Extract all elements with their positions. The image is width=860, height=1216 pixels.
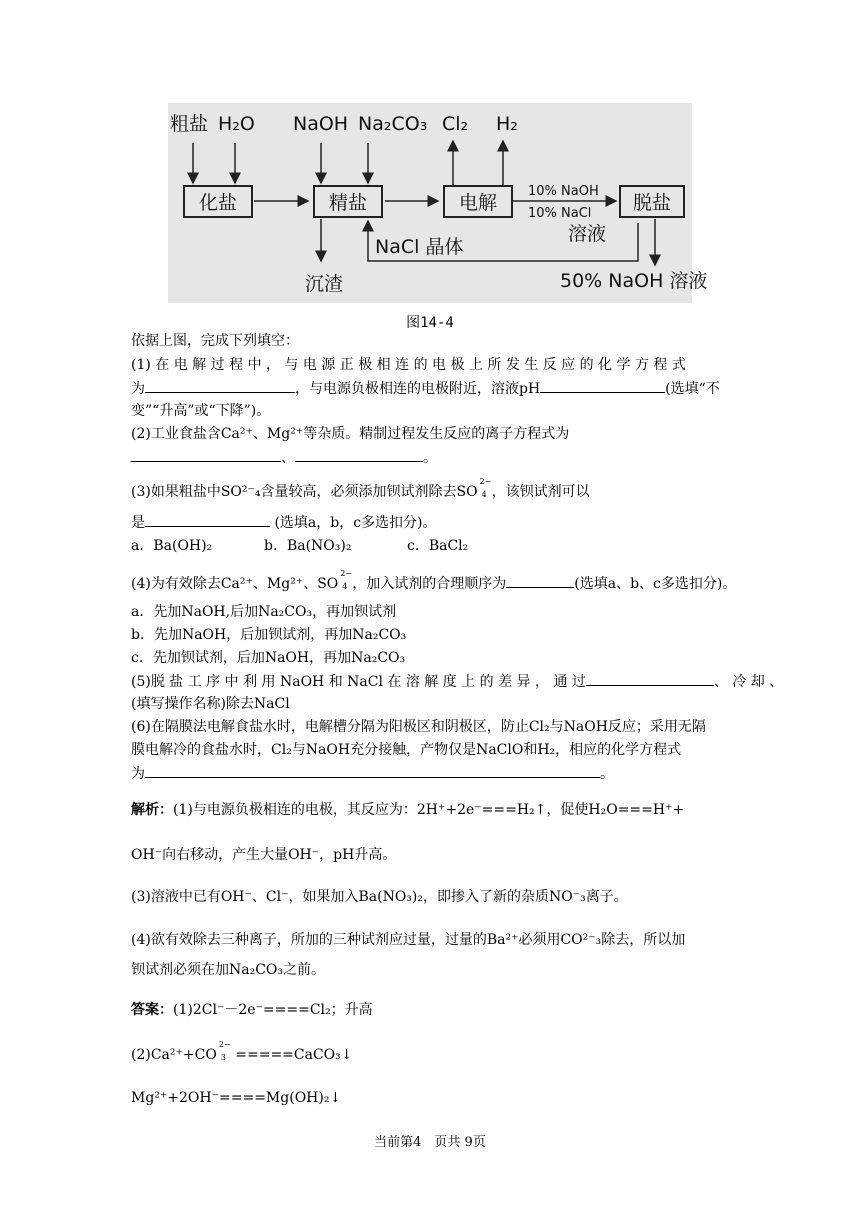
output-cl2: Cl₂	[442, 113, 469, 135]
analysis-label: 解析：	[131, 802, 173, 818]
box-dissolve-salt: 化盐	[183, 185, 253, 218]
q1-line1: (1) 在 电 解 过 程 中 ， 与 电 源 正 极 相 连 的 电 极 上 所 发 生 反 应 的 化 学 方 程 式	[131, 357, 686, 373]
page-footer: 当前第4 页共 9页	[374, 1135, 486, 1150]
analysis-p1	[131, 800, 731, 820]
label-solution: 溶液	[568, 223, 607, 245]
label-nacl-10: 10% NaCl	[528, 206, 592, 221]
label-nacl-crystal: NaCl 晶体	[375, 236, 464, 258]
q5-line1-a: (5)脱 盐 工 序 中 利 用 NaOH 和 NaCl 在 溶 解 度 上 的 差 异 ， 通 过	[131, 674, 586, 690]
q1-blank-equation[interactable]	[145, 378, 295, 393]
box-desalt: 脱盐	[619, 185, 685, 218]
q1-line2-a: 为	[131, 381, 145, 397]
q3-line2-b: (选填a，b，c多选扣分)。	[270, 515, 437, 531]
q2-blank-1[interactable]	[131, 447, 281, 462]
answer-1-text: (1)2Cl⁻－2e⁻====Cl₂；升高	[173, 1002, 373, 1018]
q3-option-a: a．Ba(OH)₂	[131, 538, 213, 554]
q2-line2	[131, 447, 731, 468]
so4-ion-notation	[478, 477, 492, 499]
q4-option-c: c．先加钡试剂，后加NaOH，再加Na₂CO₃	[131, 650, 406, 666]
q6-line3-a: 为	[131, 766, 145, 782]
q5-line2: (填写操作名称)除去NaCl	[131, 696, 290, 712]
q4-option-b: b．先加NaOH，后加钡试剂，再加Na₂CO₃	[131, 627, 407, 643]
answer-2a-start: (2)Ca²⁺+CO	[131, 1047, 217, 1063]
analysis-p4b: 钡试剂必须在加Na₂CO₃之前。	[131, 962, 326, 978]
input-crude-salt: 粗盐	[170, 113, 209, 135]
q2-line1: (2)工业食盐含Ca²⁺、Mg²⁺等杂质。精制过程发生反应的离子方程式为	[131, 426, 570, 442]
co3-ion-notation	[217, 1040, 231, 1062]
co3-charge: 2−	[218, 1040, 231, 1049]
q6-line3-b: 。	[600, 766, 614, 782]
box-electrolysis: 电解	[443, 185, 513, 218]
answer-1	[131, 1000, 731, 1020]
analysis-p3: (3)溶液中已有OH⁻、Cl⁻，如果加入Ba(NO₃)₂，即掺入了新的杂质NO⁻₃离子。	[131, 889, 628, 905]
so4-sub-q4: 4	[342, 582, 348, 591]
analysis-p1b: OH⁻向右移动，产生大量OH⁻，pH升高。	[131, 847, 397, 863]
analysis-p1-text: (1)与电源负极相连的电极，其反应为：2H⁺+2e⁻===H₂↑，促使H₂O===H⁺+	[173, 802, 685, 818]
q3-line1-a: (3)如果粗盐中SO²⁻₄含量较高，必须添加钡试剂除去SO	[131, 484, 478, 500]
q6-line3	[131, 763, 731, 784]
label-product-naoh: 50% NaOH 溶液	[560, 270, 708, 292]
q3-option-c: c．BaCl₂	[407, 538, 469, 554]
so4-sub: 4	[481, 490, 487, 499]
answer-2a-end: =====CaCO₃↓	[230, 1047, 353, 1063]
intro-text: 依据上图，完成下列填空：	[131, 333, 299, 349]
q6-line2: 膜电解冷的食盐水时，Cl₂与NaOH充分接触，产物仅是NaClO和H₂，相应的化学方程式	[131, 742, 682, 758]
q4-line1	[131, 569, 737, 594]
q3-options	[131, 536, 731, 556]
label-naoh-10: 10% NaOH	[528, 184, 599, 199]
q2-end: 。	[423, 450, 437, 466]
q3-blank[interactable]	[145, 512, 270, 527]
so4-charge-q4: 2−	[340, 569, 353, 578]
q4-blank[interactable]	[506, 573, 574, 588]
q5-blank[interactable]	[586, 671, 714, 686]
figure-caption: 图14-4	[406, 315, 454, 331]
q1-line2-c: (选填“不	[665, 381, 720, 397]
input-na2co3: Na₂CO₃	[358, 113, 428, 135]
q4-line1-a: (4)为有效除去Ca²⁺、Mg²⁺、SO	[131, 576, 339, 592]
q3-line2	[131, 512, 731, 533]
q4-line1-c: (选填a、b、c多选扣分)。	[574, 576, 737, 592]
so4-ion-notation-q4	[338, 569, 353, 591]
q3-line1	[131, 477, 731, 502]
answer-2b: Mg²⁺+2OH⁻====Mg(OH)₂↓	[131, 1090, 342, 1106]
input-water: H₂O	[218, 113, 255, 135]
q1-blank-ph[interactable]	[540, 378, 665, 393]
q3-option-b: b．Ba(NO₃)₂	[264, 538, 352, 554]
answer-2a	[131, 1040, 731, 1065]
q2-blank-2[interactable]	[295, 447, 423, 462]
q4-line1-b: ，加入试剂的合理顺序为	[352, 576, 507, 592]
q2-sep: 、	[281, 450, 295, 466]
answer-label: 答案：	[131, 1002, 173, 1018]
input-naoh: NaOH	[293, 113, 349, 135]
q1-line2-b: ，与电源负极相连的电极附近，溶液pH	[295, 381, 541, 397]
process-flow-diagram	[168, 103, 708, 303]
q1-line2	[131, 378, 731, 399]
label-residue: 沉渣	[305, 273, 344, 295]
q4-option-a: a．先加NaOH,后加Na₂CO₃，再加钡试剂	[131, 604, 397, 620]
q3-line2-a: 是	[131, 515, 145, 531]
q5-line1	[131, 671, 784, 692]
q1-line3: 变”“升高”或“下降”)。	[131, 403, 271, 419]
q5-line1-b: 、 冷 却 、	[713, 674, 784, 690]
so4-charge: 2−	[479, 477, 492, 486]
co3-sub: 3	[220, 1053, 226, 1062]
output-h2: H₂	[496, 113, 518, 135]
analysis-p4a: (4)欲有效除去三种离子，所加的三种试剂应过量，过量的Ba²⁺必须用CO²⁻₃除去，所以加	[131, 932, 686, 948]
q6-line1: (6)在隔膜法电解食盐水时，电解槽分隔为阳极区和阴极区，防止Cl₂与NaOH反应；采用无隔	[131, 719, 706, 735]
box-refine-salt: 精盐	[313, 185, 383, 218]
q6-blank[interactable]	[145, 763, 600, 778]
q3-line1-b: ，该钡试剂可以	[491, 484, 590, 500]
